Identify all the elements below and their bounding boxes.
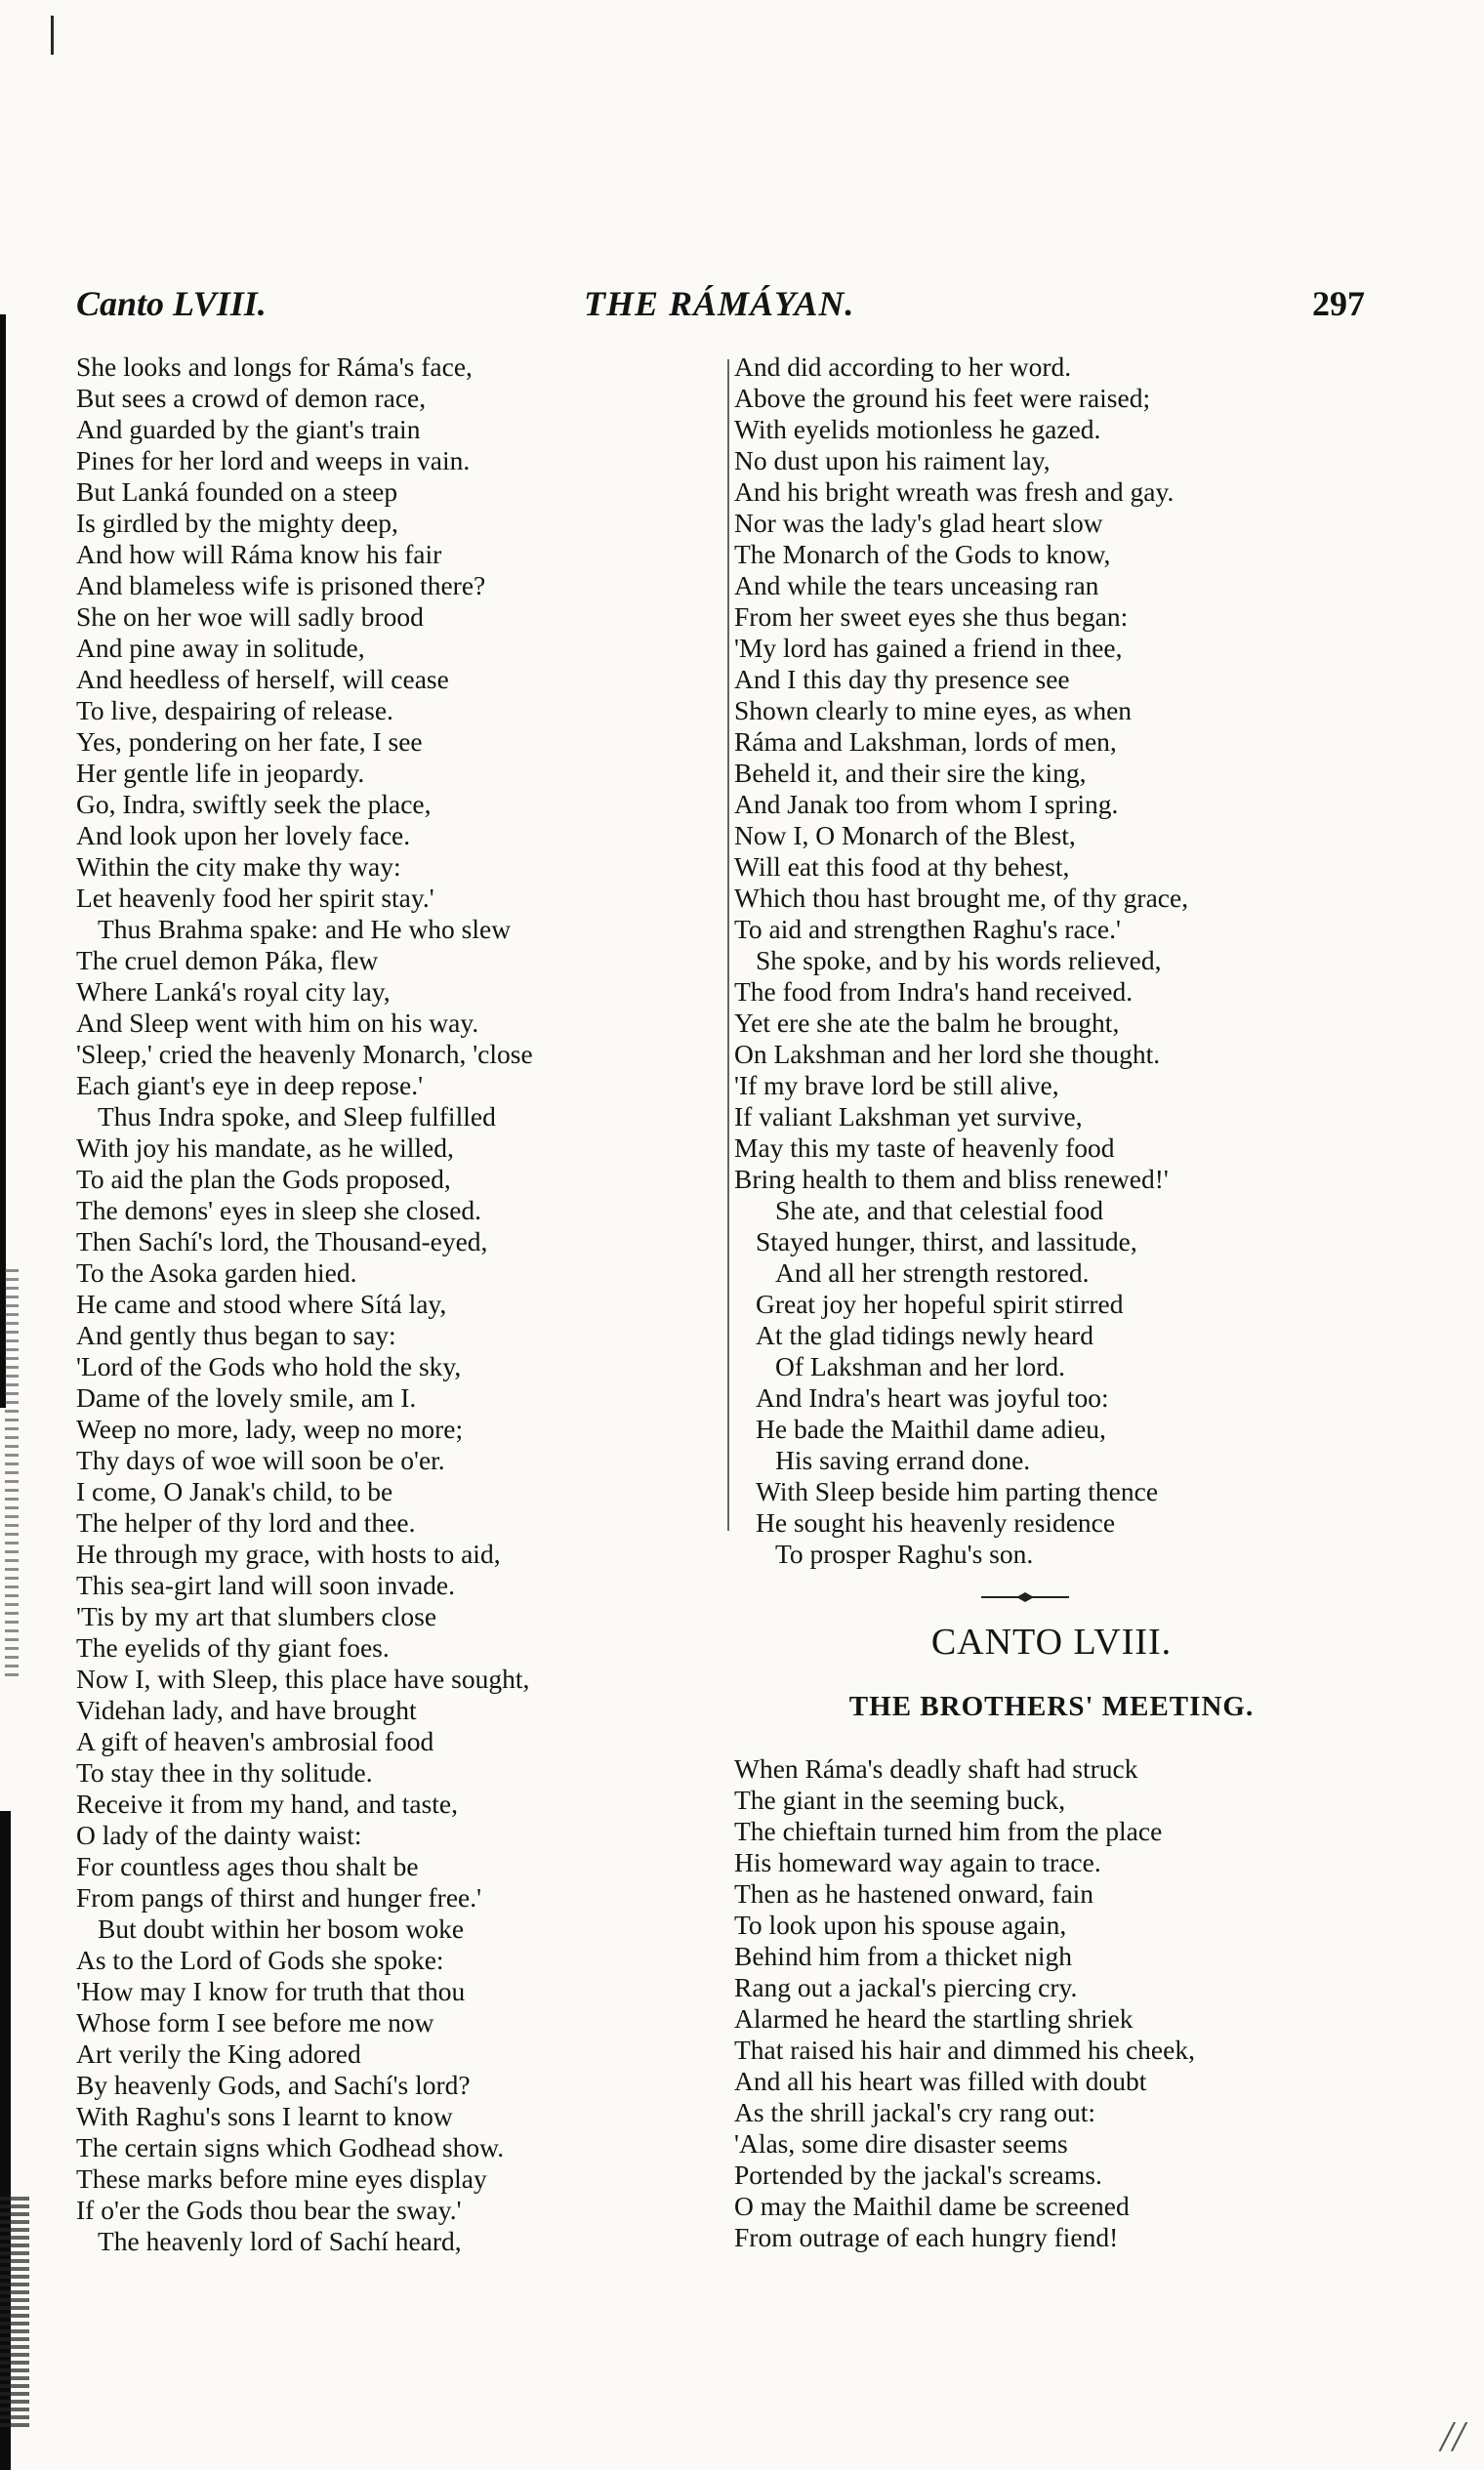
column-rule (727, 359, 729, 1531)
verse-line: But sees a crowd of demon race, (76, 383, 427, 413)
verse-line: Alarmed he heard the startling shriek (734, 2003, 1134, 2034)
canto-lviii-column (734, 1753, 1369, 2253)
verse-line: Whose form I see before me now (76, 2007, 434, 2038)
verse-line: Then as he hastened onward, fain (734, 1878, 1094, 1909)
right-column (734, 351, 1369, 1570)
verse-line: A gift of heaven's ambrosial food (76, 1726, 434, 1756)
verse-line: The heavenly lord of Sachí heard, (98, 2226, 462, 2256)
verse-line: The chieftain turned him from the place (734, 1816, 1163, 1846)
binding-marks (0, 2197, 29, 2431)
page-number: 297 (1312, 284, 1365, 323)
verse-line: Yes, pondering on her fate, I see (76, 726, 423, 757)
verse-line: Go, Indra, swiftly seek the place, (76, 789, 432, 819)
verse-line: And Janak too from whom I spring. (734, 789, 1119, 819)
verse-line: Receive it from my hand, and taste, (76, 1789, 458, 1819)
verse-line: Where Lanká's royal city lay, (76, 976, 391, 1007)
verse-line: His homeward way again to trace. (734, 1847, 1101, 1877)
verse-line: To aid the plan the Gods proposed, (76, 1164, 451, 1194)
verse-line: Of Lakshman and her lord. (775, 1351, 1066, 1381)
verse-line: O may the Maithil dame be screened (734, 2191, 1130, 2221)
verse-line: With Raghu's sons I learnt to know (76, 2101, 453, 2131)
verse-line: Then Sachí's lord, the Thousand-eyed, (76, 1226, 488, 1256)
verse-line: And heedless of herself, will cease (76, 664, 449, 694)
verse-line: Art verily the King adored (76, 2038, 361, 2069)
verse-line: This sea-girt land will soon invade. (76, 1570, 455, 1600)
verse-line: With Sleep beside him parting thence (756, 1476, 1159, 1506)
verse-line: The food from Indra's hand received. (734, 976, 1134, 1007)
verse-line: She looks and longs for Ráma's face, (76, 351, 473, 382)
verse-line: 'If my brave lord be still alive, (734, 1070, 1059, 1100)
verse-line: His saving errand done. (775, 1445, 1031, 1475)
verse-line: But Lanká founded on a steep (76, 476, 398, 507)
verse-line: She spoke, and by his words relieved, (756, 945, 1162, 975)
verse-line: 'How may I know for truth that thou (76, 1976, 466, 2006)
verse-line: The certain signs which Godhead show. (76, 2132, 505, 2162)
verse-line: I come, O Janak's child, to be (76, 1476, 393, 1506)
verse-line: May this my taste of heavenly food (734, 1132, 1115, 1163)
verse-line: To live, despairing of release. (76, 695, 393, 725)
verse-line: If valiant Lakshman yet survive, (734, 1101, 1083, 1132)
left-column (76, 351, 701, 2257)
verse-line: Now I, O Monarch of the Blest, (734, 820, 1076, 850)
verse-line: The cruel demon Páka, flew (76, 945, 379, 975)
verse-line: She ate, and that celestial food (775, 1195, 1103, 1225)
verse-line: He sought his heavenly residence (756, 1507, 1116, 1538)
verse-line: And all her strength restored. (775, 1257, 1090, 1288)
verse-line: 'Sleep,' cried the heavenly Monarch, 'close (76, 1039, 533, 1069)
verse-line: And Sleep went with him on his way. (76, 1008, 479, 1038)
verse-line: He came and stood where Sítá lay, (76, 1289, 447, 1319)
verse-line: If o'er the Gods thou bear the sway.' (76, 2195, 462, 2225)
verse-line: To prosper Raghu's son. (775, 1539, 1034, 1569)
verse-line: Let heavenly food her spirit stay.' (76, 883, 434, 913)
verse-line: From outrage of each hungry fiend! (734, 2222, 1119, 2252)
verse-line: Her gentle life in jeopardy. (76, 758, 365, 788)
verse-line: Stayed hunger, thirst, and lassitude, (756, 1226, 1137, 1256)
verse-line: And his bright wreath was fresh and gay. (734, 476, 1175, 507)
verse-line: By heavenly Gods, and Sachí's lord? (76, 2070, 471, 2100)
verse-line: With eyelids motionless he gazed. (734, 414, 1101, 444)
verse-line: To look upon his spouse again, (734, 1910, 1067, 1940)
verse-line: And Indra's heart was joyful too: (756, 1382, 1109, 1413)
verse-line: And while the tears unceasing ran (734, 570, 1099, 600)
verse-line: Weep no more, lady, weep no more; (76, 1414, 464, 1444)
verse-line: On Lakshman and her lord she thought. (734, 1039, 1161, 1069)
binding-marks (5, 1269, 19, 1679)
verse-line: And I this day thy presence see (734, 664, 1070, 694)
verse-line: Thy days of woe will soon be o'er. (76, 1445, 445, 1475)
verse-line: Thus Brahma spake: and He who slew (98, 914, 512, 944)
verse-line: And pine away in solitude, (76, 633, 365, 663)
ornament-divider (981, 1591, 1069, 1603)
verse-line: Is girdled by the mighty deep, (76, 508, 398, 538)
page-edge-shadow (0, 314, 6, 1408)
verse-line: Now I, with Sleep, this place have sought, (76, 1664, 530, 1694)
verse-line: He through my grace, with hosts to aid, (76, 1539, 501, 1569)
verse-line: Yet ere she ate the balm he brought, (734, 1008, 1120, 1038)
verse-line: 'Tis by my art that slumbers close (76, 1601, 437, 1631)
verse-line: Beheld it, and their sire the king, (734, 758, 1087, 788)
verse-line: And blameless wife is prisoned there? (76, 570, 486, 600)
verse-line: Ráma and Lakshman, lords of men, (734, 726, 1117, 757)
canto-label: Canto LVIII. (76, 284, 267, 323)
verse-line: Rang out a jackal's piercing cry. (734, 1972, 1078, 2002)
scan-artifact (51, 16, 54, 55)
verse-line: He bade the Maithil dame adieu, (756, 1414, 1106, 1444)
verse-line: O lady of the dainty waist: (76, 1820, 362, 1850)
verse-line: The helper of thy lord and thee. (76, 1507, 416, 1538)
verse-line: Within the city make thy way: (76, 851, 401, 882)
verse-line: The demons' eyes in sleep she closed. (76, 1195, 482, 1225)
verse-line: Portended by the jackal's screams. (734, 2160, 1102, 2190)
verse-line: 'Alas, some dire disaster seems (734, 2128, 1068, 2159)
verse-line: The eyelids of thy giant foes. (76, 1632, 390, 1663)
verse-line: Behind him from a thicket nigh (734, 1941, 1072, 1971)
verse-line: To the Asoka garden hied. (76, 1257, 357, 1288)
verse-line: From her sweet eyes she thus began: (734, 601, 1129, 632)
verse-line: Pines for her lord and weeps in vain. (76, 445, 471, 475)
verse-line: As the shrill jackal's cry rang out: (734, 2097, 1096, 2127)
verse-line: Videhan lady, and have brought (76, 1695, 417, 1725)
verse-line: Shown clearly to mine eyes, as when (734, 695, 1133, 725)
verse-line: And look upon her lovely face. (76, 820, 411, 850)
verse-line: For countless ages thou shalt be (76, 1851, 419, 1881)
verse-line: Which thou hast brought me, of thy grace, (734, 883, 1189, 913)
verse-line: And did according to her word. (734, 351, 1072, 382)
verse-line: When Ráma's deadly shaft had struck (734, 1753, 1138, 1784)
verse-line: That raised his hair and dimmed his cheek, (734, 2035, 1195, 2065)
verse-line: And all his heart was filled with doubt (734, 2066, 1147, 2096)
book-title: THE RÁMÁYAN. (584, 284, 855, 323)
verse-line: 'My lord has gained a friend in thee, (734, 633, 1123, 663)
verse-line: She on her woe will sadly brood (76, 601, 424, 632)
verse-line: Each giant's eye in deep repose.' (76, 1070, 424, 1100)
verse-line: To aid and strengthen Raghu's race.' (734, 914, 1121, 944)
verse-line: Great joy her hopeful spirit stirred (756, 1289, 1124, 1319)
verse-line: These marks before mine eyes display (76, 2163, 487, 2194)
verse-line: 'Lord of the Gods who hold the sky, (76, 1351, 462, 1381)
verse-line: And guarded by the giant's train (76, 414, 421, 444)
running-header (76, 283, 1365, 332)
canto-subtitle: THE BROTHERS' MEETING. (848, 1691, 1255, 1722)
verse-line: The Monarch of the Gods to know, (734, 539, 1111, 569)
verse-line: Thus Indra spoke, and Sleep fulfilled (98, 1101, 496, 1132)
pencil-mark: // (1440, 2412, 1464, 2460)
verse-line: With joy his mandate, as he willed, (76, 1132, 454, 1163)
verse-line: But doubt within her bosom woke (98, 1914, 465, 1944)
verse-line: And gently thus began to say: (76, 1320, 396, 1350)
verse-line: The giant in the seeming buck, (734, 1785, 1066, 1815)
verse-line: From pangs of thirst and hunger free.' (76, 1882, 482, 1913)
verse-line: As to the Lord of Gods she spoke: (76, 1945, 444, 1975)
verse-line: Above the ground his feet were raised; (734, 383, 1151, 413)
canto-heading: CANTO LVIII. (930, 1622, 1173, 1663)
verse-line: At the glad tidings newly heard (756, 1320, 1093, 1350)
verse-line: To stay thee in thy solitude. (76, 1757, 373, 1788)
verse-line: Dame of the lovely smile, am I. (76, 1382, 417, 1413)
verse-line: Will eat this food at thy behest, (734, 851, 1070, 882)
verse-line: Bring health to them and bliss renewed!' (734, 1164, 1169, 1194)
verse-line: No dust upon his raiment lay, (734, 445, 1051, 475)
verse-line: Nor was the lady's glad heart slow (734, 508, 1103, 538)
verse-line: And how will Ráma know his fair (76, 539, 442, 569)
